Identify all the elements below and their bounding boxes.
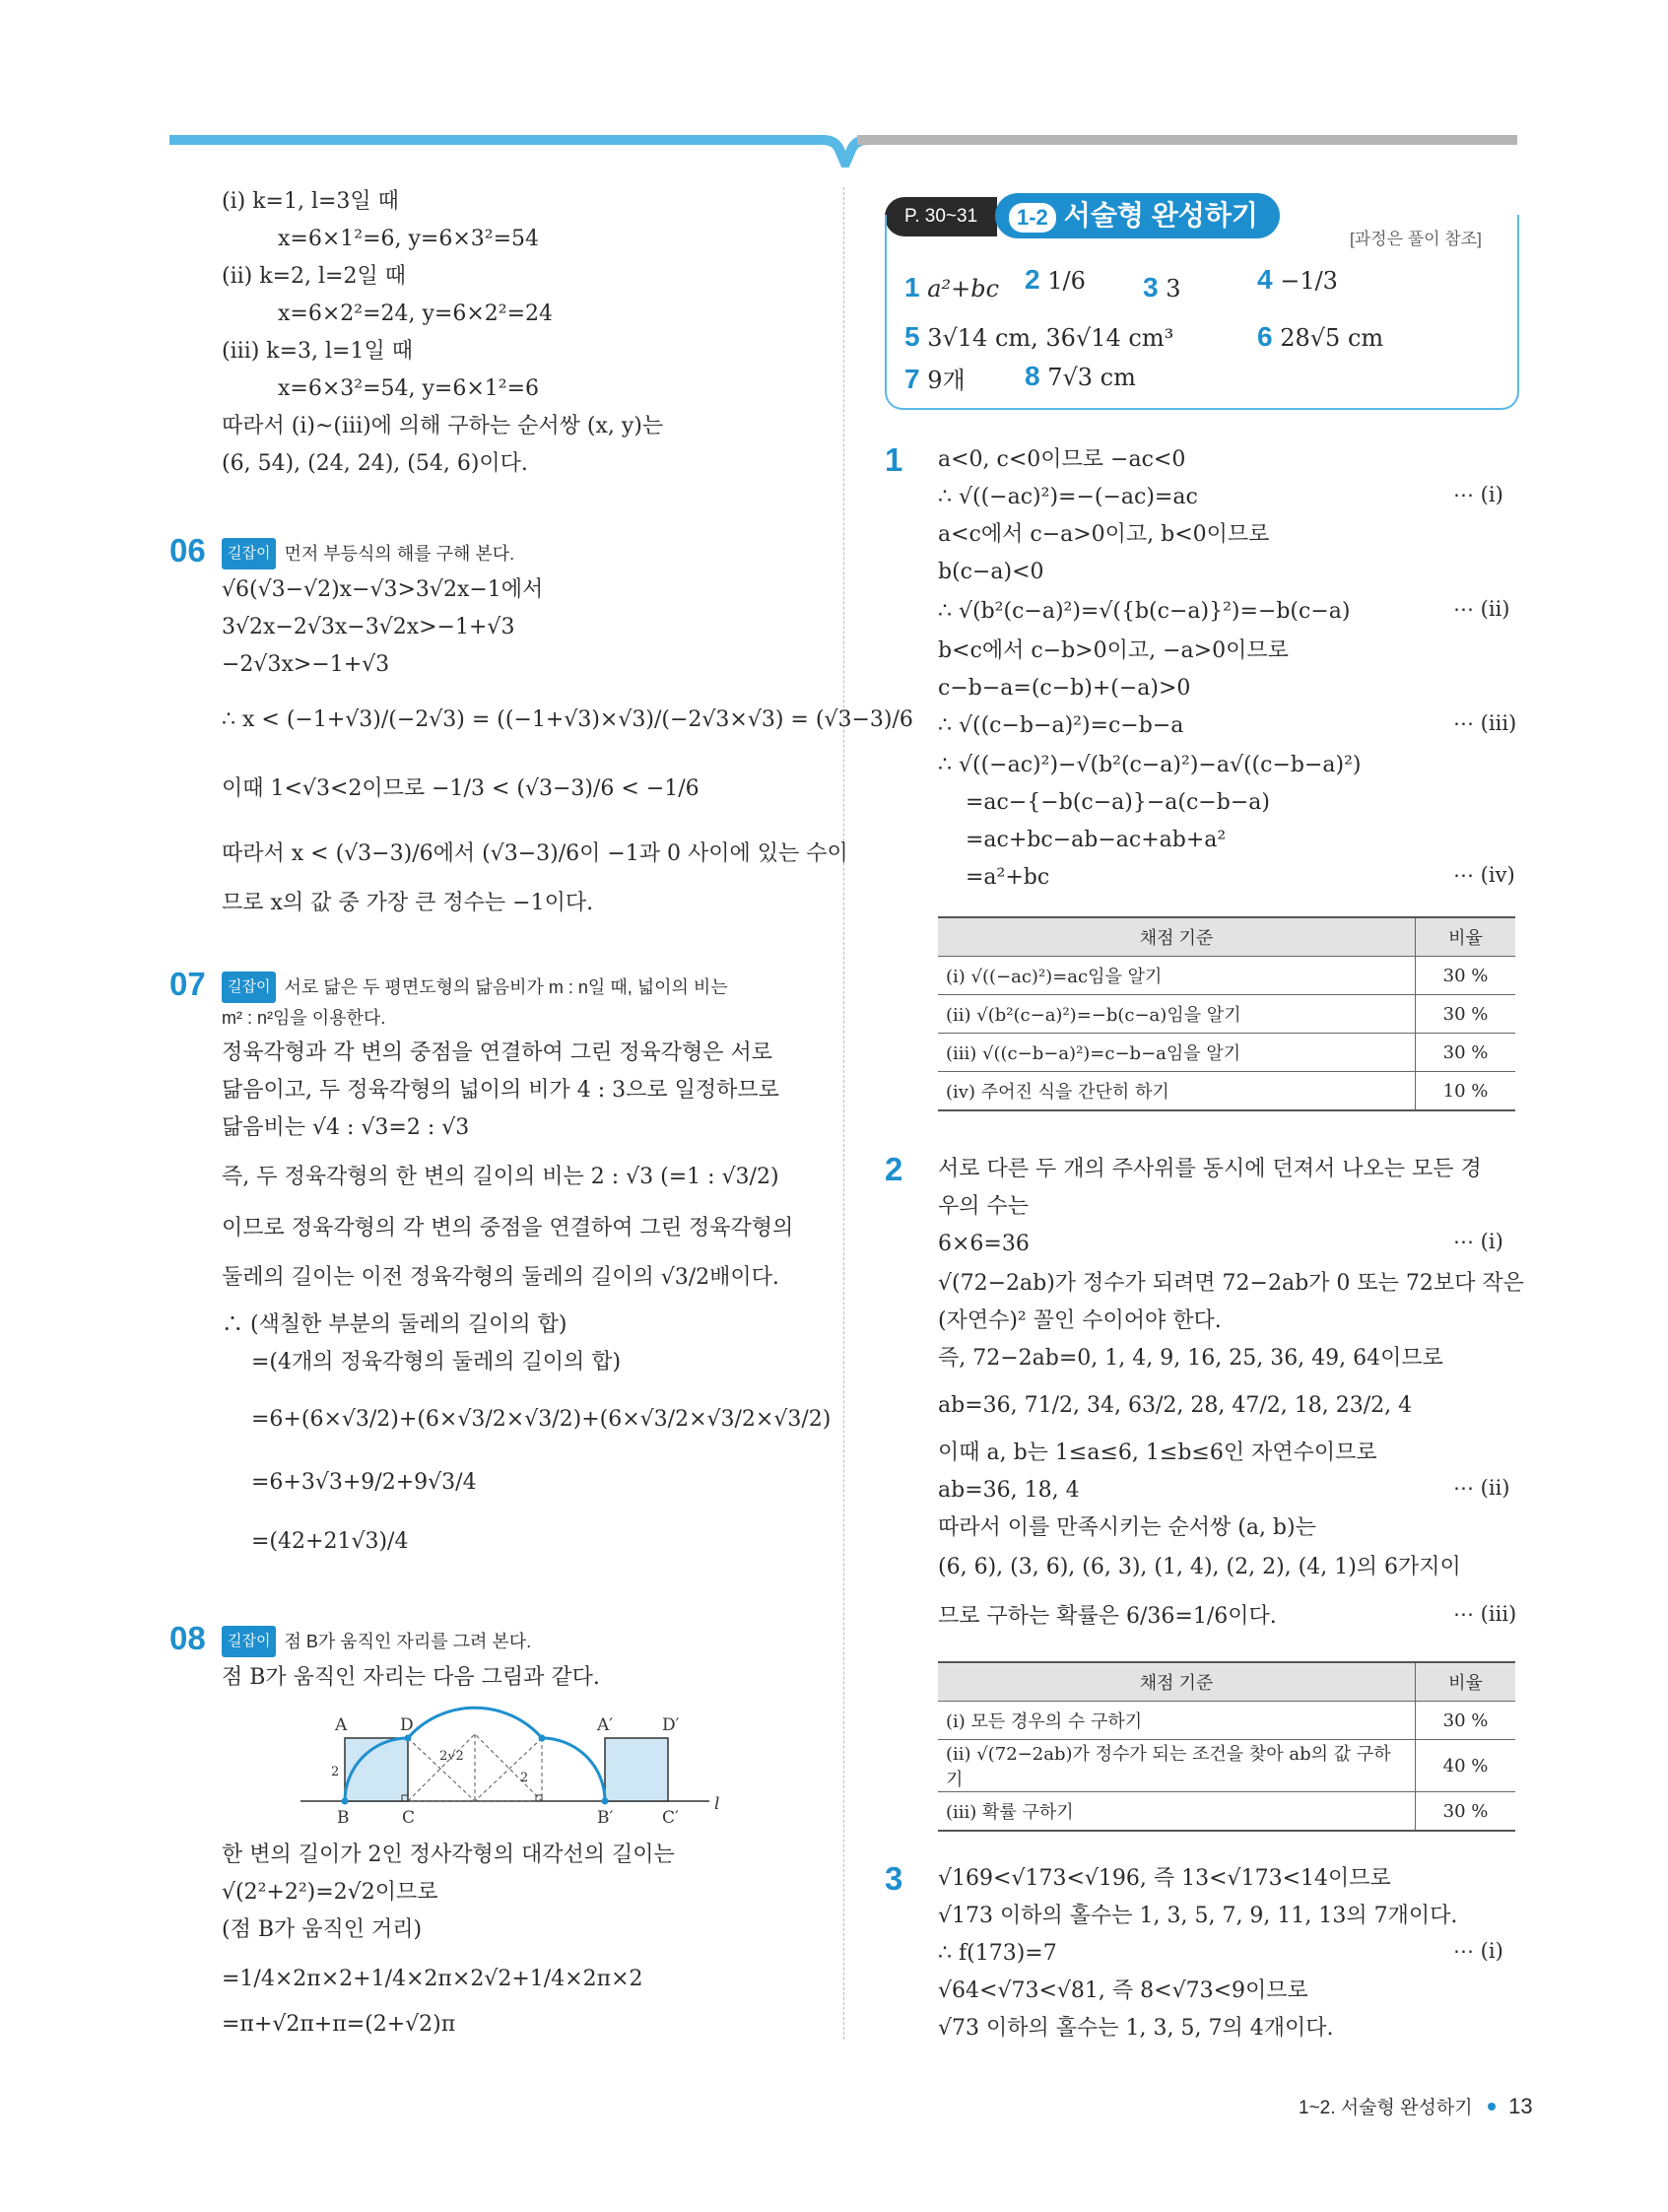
text-line: (ⅰ) k=1, l=3일 때 <box>222 189 399 214</box>
text-line: ∴ √((c−b−a)²)=c−b−a <box>938 713 1184 738</box>
text-line: 둘레의 길이는 이전 정육각형의 둘레의 길이의 √3/2배이다. <box>222 1265 779 1290</box>
grading-table-2 <box>938 1661 1515 1832</box>
hint-text: 먼저 부등식의 해를 구해 본다. <box>284 544 515 564</box>
step-mark: ⋯ (ⅳ) <box>1453 863 1515 887</box>
label-D: D <box>400 1715 414 1735</box>
hint-text-cont: m² : n²임을 이용한다. <box>222 1008 386 1028</box>
label-C-prime: C′ <box>662 1808 679 1828</box>
question-number: 08 <box>169 1620 206 1656</box>
hint-tag: 길잡이 <box>222 1626 276 1657</box>
label-D-prime: D′ <box>662 1715 680 1735</box>
square-final <box>605 1738 668 1801</box>
text-line: a<c에서 c−a>0이고, b<0이므로 <box>938 522 1270 547</box>
table-header: 채점 기준 <box>938 917 1416 957</box>
label-diag: 2√2 <box>439 1749 464 1764</box>
arc-2 <box>408 1708 542 1738</box>
text-line: 6×6=36 <box>938 1232 1030 1256</box>
text-line: −2√3x>−1+√3 <box>222 652 390 677</box>
hint-text: 서로 닮은 두 평면도형의 닮음비가 m : n일 때, 넓이의 비는 <box>284 977 728 997</box>
text-line: =ac−{−b(c−a)}−a(c−b−a) <box>966 790 1270 815</box>
text-line: √(2²+2²)=2√2이므로 <box>222 1880 438 1905</box>
text-line: =6+3√3+9/2+9√3/4 <box>251 1470 477 1495</box>
text-line: x=6×1²=6, y=6×3²=54 <box>278 227 540 251</box>
text-line: 이때 1<√3<2이므로 −1/3 < (√3−3)/6 < −1/6 <box>222 776 700 801</box>
text-line: 즉, 72−2ab=0, 1, 4, 9, 16, 25, 36, 49, 64이므로 <box>938 1346 1443 1371</box>
text-line: 따라서 이를 만족시키는 순서쌍 (a, b)는 <box>938 1515 1316 1540</box>
text-line: ∴ √(b²(c−a)²)=√({b(c−a)}²)=−b(c−a) <box>938 599 1351 624</box>
solution-number: 2 <box>885 1151 903 1187</box>
text-line: ∴ √((−ac)²)=−(−ac)=ac <box>938 485 1198 509</box>
step-mark: ⋯ (ⅰ) <box>1453 1230 1503 1253</box>
text-line: 따라서 x < (√3−3)/6에서 (√3−3)/6이 −1과 0 사이에 있는 수이 <box>222 841 848 866</box>
text-line: 점 B가 움직인 자리는 다음 그림과 같다. <box>222 1665 600 1690</box>
text-line: (6, 6), (3, 6), (6, 3), (1, 4), (2, 2), (4, 1)의 6가지이 <box>938 1555 1461 1579</box>
text-line: ∴ √((−ac)²)−√(b²(c−a)²)−a√((c−b−a)²) <box>938 753 1362 777</box>
table-row: (ⅳ) 주어진 식을 간단히 하기 10 % <box>938 1072 1515 1111</box>
table-header: 비율 <box>1416 917 1516 957</box>
text-line: c−b−a=(c−b)+(−a)>0 <box>938 676 1191 701</box>
column-divider <box>843 187 844 2040</box>
section-title: 서술형 완성하기 <box>1063 200 1258 231</box>
answer-1: 1 a²+bc <box>904 272 1000 302</box>
solution-number: 1 <box>885 441 903 478</box>
text-line: (ⅲ) k=3, l=1일 때 <box>222 339 413 364</box>
label-l: l <box>714 1794 720 1814</box>
text-line: x=6×3²=54, y=6×1²=6 <box>278 376 540 401</box>
text-line: 우의 수는 <box>938 1194 1030 1219</box>
text-line: 이때 a, b는 1≤a≤6, 1≤b≤6인 자연수이므로 <box>938 1441 1377 1465</box>
text-line: =(4개의 정육각형의 둘레의 길이의 합) <box>251 1350 622 1374</box>
table-header: 채점 기준 <box>938 1662 1416 1702</box>
step-mark: ⋯ (ⅲ) <box>1453 1602 1517 1626</box>
text-line: =ac+bc−ab−ac+ab+a² <box>966 828 1227 852</box>
unit-badge: 1-2 <box>1009 203 1056 233</box>
table-row: (ⅱ) √(b²(c−a)²)=−b(c−a)임을 알기 30 % <box>938 995 1515 1034</box>
text-line: ∴ f(173)=7 <box>938 1941 1057 1966</box>
solution-number: 3 <box>885 1860 903 1897</box>
question-number: 06 <box>169 532 206 569</box>
step-mark: ⋯ (ⅱ) <box>1453 1476 1510 1500</box>
text-line: =π+√2π+π=(2+√2)π <box>222 2012 456 2037</box>
page-number: 13 <box>1508 2094 1533 2118</box>
question-number: 07 <box>169 966 206 1002</box>
grading-table-1 <box>938 916 1515 1111</box>
answer-8: 8 7√3 cm <box>1025 361 1136 391</box>
text-line: 3√2x−2√3x−3√2x>−1+√3 <box>222 615 515 639</box>
step-mark: ⋯ (ⅰ) <box>1453 1939 1503 1963</box>
rolling-square-figure <box>296 1703 729 1831</box>
text-line: 므로 구하는 확률은 6/36=1/6이다. <box>938 1604 1277 1629</box>
text-line: (자연수)² 꼴인 수이어야 한다. <box>938 1308 1222 1333</box>
bullet-icon <box>1488 2103 1496 2111</box>
table-row: (ⅰ) 모든 경우의 수 구하기 30 % <box>938 1702 1515 1740</box>
text-line: 한 변의 길이가 2인 정사각형의 대각선의 길이는 <box>222 1843 675 1867</box>
table-row: (ⅲ) √((c−b−a)²)=c−b−a임을 알기 30 % <box>938 1034 1515 1072</box>
hint-tag: 길잡이 <box>222 538 276 570</box>
hint-text: 점 B가 움직인 자리를 그려 본다. <box>284 1632 532 1651</box>
answer-5: 5 3√14 cm, 36√14 cm³ <box>904 321 1174 352</box>
text-line: 즉, 두 정육각형의 한 변의 길이의 비는 2 : √3 (=1 : √3/2) <box>222 1165 779 1189</box>
hint-line <box>222 972 728 1003</box>
text-line: ∴ x < (−1+√3)/(−2√3) = ((−1+√3)×√3)/(−2√3×√3) = (√3−3)/6 <box>222 707 913 732</box>
label-A: A <box>335 1715 348 1735</box>
answer-7: 7 9개 <box>904 364 966 394</box>
text-line: =a²+bc <box>966 865 1050 890</box>
text-line: 정육각형과 각 변의 중점을 연결하여 그린 정육각형은 서로 <box>222 1040 773 1065</box>
text-line: (점 B가 움직인 거리) <box>222 1917 423 1942</box>
text-line: b(c−a)<0 <box>938 560 1044 584</box>
text-line: 므로 x의 값 중 가장 큰 정수는 −1이다. <box>222 891 594 915</box>
step-mark: ⋯ (ⅰ) <box>1453 483 1503 506</box>
page-range-badge: P. 30~31 <box>885 197 997 236</box>
label-A-prime: A′ <box>597 1715 614 1735</box>
hint-line <box>222 538 514 570</box>
text-line: √(72−2ab)가 정수가 되려면 72−2ab가 0 또는 72보다 작은 <box>938 1271 1524 1296</box>
hint-tag: 길잡이 <box>222 972 276 1003</box>
step-mark: ⋯ (ⅱ) <box>1453 597 1510 621</box>
text-line: ab=36, 71/2, 34, 63/2, 28, 47/2, 18, 23/2, 4 <box>938 1393 1413 1418</box>
table-row: (ⅲ) 확률 구하기 30 % <box>938 1792 1515 1832</box>
text-line: =1/4×2π×2+1/4×2π×2√2+1/4×2π×2 <box>222 1967 643 1991</box>
text-line: ab=36, 18, 4 <box>938 1478 1080 1503</box>
text-line: √64<√73<√81, 즉 8<√73<9이므로 <box>938 1978 1308 2003</box>
text-line: √173 이하의 홀수는 1, 3, 5, 7, 9, 11, 13의 7개이다. <box>938 1904 1458 1928</box>
table-row: (ⅰ) √((−ac)²)=ac임을 알기 30 % <box>938 957 1515 995</box>
answer-6: 6 28√5 cm <box>1257 321 1384 352</box>
text-line: =(42+21√3)/4 <box>251 1529 409 1554</box>
text-line: (ⅱ) k=2, l=2일 때 <box>222 264 406 289</box>
footer-section: 1~2. 서술형 완성하기 <box>1299 2098 1473 2118</box>
text-line: 서로 다른 두 개의 주사위를 동시에 던져서 나오는 모든 경 <box>938 1157 1482 1181</box>
answer-4: 4 −1/3 <box>1257 264 1338 295</box>
text-line: 따라서 (ⅰ)~(ⅲ)에 의해 구하는 순서쌍 (x, y)는 <box>222 414 664 438</box>
text-line: =6+(6×√3/2)+(6×√3/2×√3/2)+(6×√3/2×√3/2×√3/2) <box>251 1407 832 1432</box>
label-C: C <box>402 1808 416 1828</box>
answer-note: [과정은 풀이 참조] <box>1350 230 1482 248</box>
answer-3: 3 3 <box>1143 272 1181 302</box>
arc-3 <box>542 1738 605 1801</box>
text-line: 닮음비는 √4 : √3=2 : √3 <box>222 1115 470 1140</box>
label-side-2: 2 <box>331 1765 340 1779</box>
text-line: ∴ (색칠한 부분의 둘레의 길이의 합) <box>222 1312 567 1337</box>
text-line: (6, 54), (24, 24), (54, 6)이다. <box>222 451 528 476</box>
label-B-prime: B′ <box>597 1808 614 1828</box>
step-mark: ⋯ (ⅲ) <box>1453 711 1517 735</box>
hint-line <box>222 1626 531 1657</box>
text-line: √73 이하의 홀수는 1, 3, 5, 7의 4개이다. <box>938 2016 1334 2041</box>
answer-2: 2 1/6 <box>1025 264 1086 295</box>
text-line: b<c에서 c−b>0이고, −a>0이므로 <box>938 638 1289 663</box>
text-line: 닮음이고, 두 정육각형의 넓이의 비가 4 : 3으로 일정하므로 <box>222 1078 779 1103</box>
text-line: a<0, c<0이므로 −ac<0 <box>938 447 1186 472</box>
table-header: 비율 <box>1416 1662 1516 1702</box>
text-line: 이므로 정육각형의 각 변의 중점을 연결하여 그린 정육각형의 <box>222 1216 794 1240</box>
footer <box>1299 2093 1533 2119</box>
text-line: x=6×2²=24, y=6×2²=24 <box>278 302 554 326</box>
table-row: (ⅱ) √(72−2ab)가 정수가 되는 조건을 찾아 ab의 값 구하기 40 % <box>938 1740 1515 1792</box>
text-line: √169<√173<√196, 즉 13<√173<14이므로 <box>938 1866 1391 1891</box>
page-header-band <box>0 0 1668 168</box>
label-B: B <box>337 1808 350 1828</box>
label-side-2b: 2 <box>520 1771 529 1785</box>
text-line: √6(√3−√2)x−√3>3√2x−1에서 <box>222 577 544 602</box>
